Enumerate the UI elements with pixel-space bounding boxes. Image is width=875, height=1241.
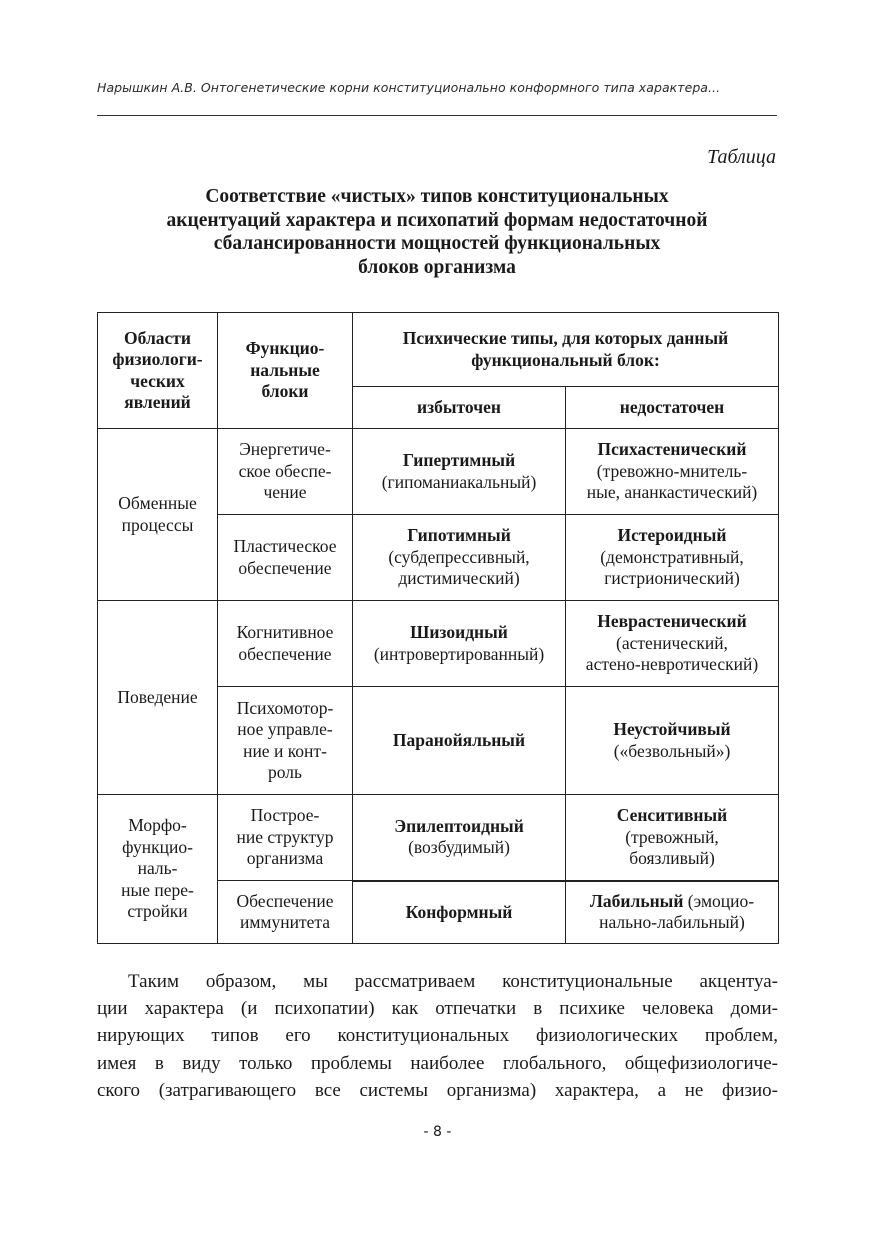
- block-line: обеспечение: [238, 643, 332, 664]
- paragraph-line: ского (затрагивающего все системы организма) характера, а не физио-: [97, 1079, 778, 1101]
- page-number: - 8 -: [423, 1124, 452, 1140]
- type-name: Гипотимный: [407, 525, 511, 546]
- header-excess: избыточен: [353, 387, 566, 429]
- header-line: Психические типы, для которых данный: [402, 328, 729, 348]
- block-cell: [218, 881, 353, 944]
- type-name-line: [568, 891, 776, 913]
- block-cell: [218, 601, 353, 687]
- area-line: процессы: [121, 514, 194, 535]
- excess-cell: [353, 515, 566, 601]
- table-title-line: Соответствие «чистых» типов конституциональных: [205, 186, 669, 207]
- block-line: Психомотор-: [236, 697, 334, 718]
- area-line: Обменные: [118, 493, 197, 513]
- header-areas: [98, 313, 218, 429]
- excess-cell: [353, 881, 566, 944]
- block-line: организма: [246, 848, 324, 869]
- type-name: Неврастенический: [597, 611, 747, 632]
- table-row: [98, 601, 779, 687]
- block-line: Когнитивное: [236, 622, 334, 642]
- type-detail: астено-невротический): [585, 654, 759, 675]
- area-line: Поведение: [117, 686, 198, 707]
- running-header: Нарышкин А.В. Онтогенетические корни конституционально конформного типа характера...: [97, 80, 721, 95]
- block-cell: [218, 795, 353, 881]
- block-line: ние структур: [236, 826, 334, 847]
- header-line: явлений: [124, 392, 191, 412]
- type-detail: (эмоцио-: [683, 890, 755, 911]
- deficit-cell: [566, 881, 779, 944]
- area-line: стройки: [127, 901, 188, 922]
- data-table: [97, 312, 779, 944]
- type-detail: ные, ананкастический): [586, 482, 758, 503]
- type-name: Паранойяльный: [392, 729, 526, 750]
- area-cell: [98, 429, 218, 601]
- excess-cell: [353, 429, 566, 515]
- area-line: Морфо-: [128, 815, 187, 836]
- paragraph-line: Таким образом, мы рассматриваем конституциональные акцентуа-: [128, 971, 778, 992]
- excess-cell: [353, 795, 566, 881]
- block-line: роль: [268, 762, 302, 782]
- table-row: [98, 429, 779, 515]
- type-name: Истероидный: [617, 525, 727, 546]
- block-cell: [218, 687, 353, 795]
- type-detail: («безвольный»): [613, 740, 731, 761]
- type-detail: боязливый): [629, 848, 715, 868]
- type-detail: (астенический,: [616, 632, 728, 653]
- type-detail: (возбудимый): [408, 837, 510, 858]
- header-line: нальные: [250, 359, 320, 380]
- type-detail: (субдепрессивный,: [388, 546, 530, 567]
- area-cell: [98, 795, 218, 944]
- block-line: Построе-: [250, 805, 320, 826]
- type-detail: (интровертированный): [373, 643, 545, 664]
- type-detail: (гипоманиакальный): [381, 471, 537, 492]
- deficit-cell: [566, 429, 779, 515]
- type-detail: (тревожный,: [625, 826, 719, 847]
- area-line: функцио-: [122, 836, 193, 857]
- deficit-cell: [566, 795, 779, 881]
- header-line: Области: [124, 327, 191, 348]
- block-line: иммунитета: [239, 912, 331, 932]
- area-line: наль-: [137, 858, 178, 879]
- header-line: функциональный блок:: [471, 349, 660, 370]
- body-paragraph: [97, 968, 778, 1104]
- block-line: ское обеспе-: [238, 460, 332, 481]
- type-detail: нально-лабильный): [599, 912, 745, 933]
- type-detail: (тревожно-мнитель-: [596, 460, 748, 481]
- header-line: ческих: [130, 370, 185, 391]
- excess-cell: [353, 687, 566, 795]
- paragraph-line: ции характера (и психопатии) как отпечатки в психике человека доми-: [97, 998, 778, 1020]
- deficit-cell: [566, 515, 779, 601]
- table-label: Таблица: [707, 146, 776, 168]
- type-detail: дистимический): [398, 568, 520, 589]
- header-deficit: недостаточен: [566, 387, 779, 429]
- type-name: Психастенический: [597, 439, 747, 460]
- header-blocks: [218, 313, 353, 429]
- block-line: обеспечение: [238, 557, 332, 578]
- block-line: чение: [263, 482, 307, 503]
- header-types: [353, 313, 779, 387]
- table-row: [98, 795, 779, 881]
- block-cell: [218, 429, 353, 515]
- header-row: [98, 313, 779, 387]
- paragraph-line: нирующих типов его конституциональных физиологических проблем,: [97, 1025, 778, 1047]
- deficit-cell: [566, 687, 779, 795]
- block-line: ное управле-: [237, 719, 333, 739]
- block-line: ние и конт-: [243, 740, 327, 761]
- header-line: Функцио-: [245, 338, 325, 359]
- table-title: [97, 185, 777, 279]
- paragraph-line: имея в виду только проблемы наиболее глобального, общефизиологиче-: [97, 1052, 778, 1074]
- table-title-line: блоков организма: [358, 256, 516, 278]
- type-name: Эпилептоидный: [394, 815, 524, 836]
- block-cell: [218, 515, 353, 601]
- header-line: физиологи-: [112, 349, 203, 369]
- type-name: Гипертимный: [402, 450, 516, 470]
- type-detail: гистрионический): [604, 568, 740, 589]
- table-title-line: акцентуаций характера и психопатий формам недостаточной: [166, 209, 708, 231]
- header-line: блоки: [261, 381, 309, 402]
- area-line: ные пере-: [121, 879, 194, 900]
- type-name: Конформный: [405, 901, 513, 922]
- type-name: Лабильный: [589, 890, 684, 911]
- deficit-cell: [566, 601, 779, 687]
- block-line: Обеспечение: [236, 890, 334, 911]
- type-name: Шизоидный: [410, 622, 508, 642]
- area-cell: [98, 601, 218, 795]
- block-line: Пластическое: [233, 536, 337, 556]
- type-name: Сенситивный: [616, 805, 728, 825]
- header-rule: [97, 115, 777, 116]
- excess-cell: [353, 601, 566, 687]
- type-detail: (демонстративный,: [600, 546, 744, 567]
- type-name: Неустойчивый: [613, 719, 731, 739]
- table-title-line: сбалансированности мощностей функциональных: [213, 233, 661, 254]
- block-line: Энергетиче-: [239, 439, 331, 460]
